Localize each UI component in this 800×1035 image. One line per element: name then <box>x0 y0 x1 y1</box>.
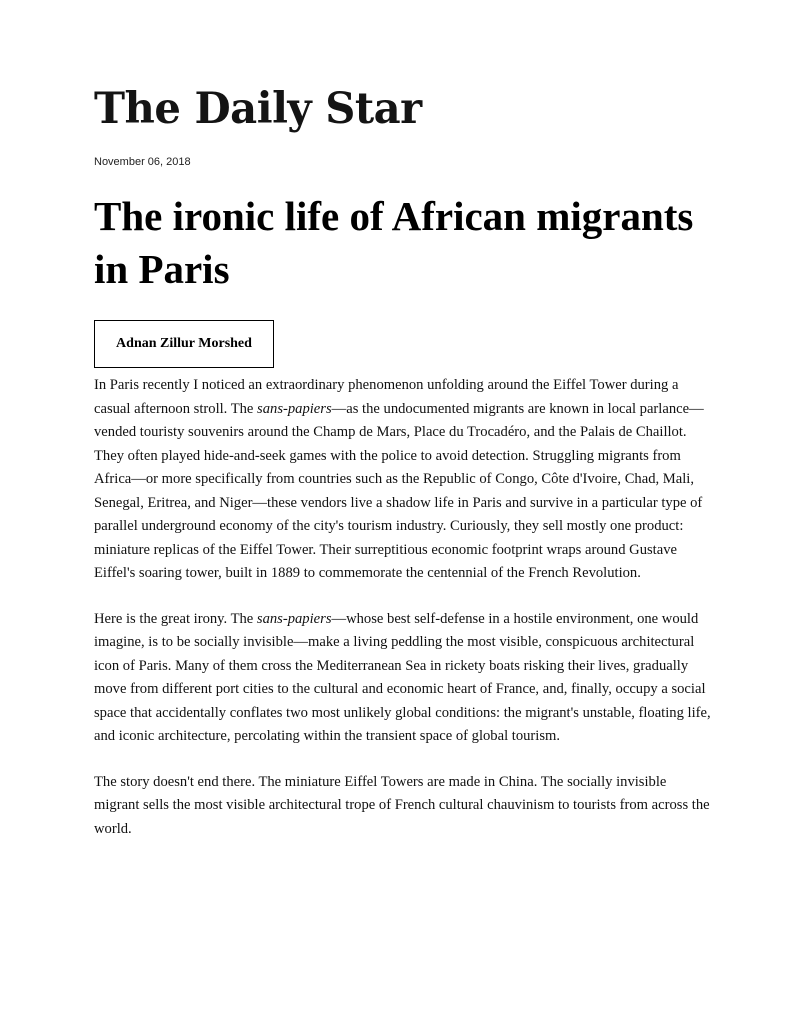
paragraph-text: —whose best self-defense in a hostile environment, one would imagine, is to be socially invisible—make a living peddling the most visible, conspicuous architectural icon of Paris. Many of them cross the Mediterranean Sea in rickety boats risking their lives, gradually move from different port cities to the cultural and economic heart of France, and, finally, occupy a social space that accidentally conflates two most unlikely global conditions: the migrant's unstable, floating life, and iconic architecture, percolating within the transient space of global tourism. <box>94 610 711 744</box>
italic-term: sans-papiers <box>257 400 332 417</box>
article-body <box>94 374 714 863</box>
article-paragraph-1 <box>94 374 714 586</box>
author-byline <box>94 320 274 368</box>
author-name: Adnan Zillur Morshed <box>116 336 252 351</box>
publication-date: November 06, 2018 <box>94 156 191 168</box>
paragraph-text: In Paris recently I noticed an extraordinary phenomenon unfolding around the Eiffel Tower during a casual afternoon stroll. The <box>94 377 679 417</box>
article-paragraph-3 <box>94 771 714 842</box>
paragraph-text: The story doesn't end there. The miniature Eiffel Towers are made in China. The socially invisible migrant sells the most visible architectural trope of French cultural chauvinism to tourists from across the world. <box>94 773 710 837</box>
paragraph-text: —as the undocumented migrants are known in local parlance—vended touristy souvenirs around the Champ de Mars, Place du Trocadéro, and the Palais de Chaillot. They often played hide-and-seek games with the police to avoid detection. Struggling migrants from Africa—or more specifically from countries such as the Republic of Congo, Côte d'Ivoire, Chad, Mali, Senegal, Eritrea, and Niger—these vendors live a shadow life in Paris and survive in a particular type of parallel underground economy of the city's tourism industry. Curiously, they sell mostly one product: miniature replicas of the Eiffel Tower. Their surreptitious economic footprint wraps around Gustave Eiffel's soaring tower, built in 1889 to commemorate the centennial of the French Revolution. <box>94 400 704 581</box>
italic-term: sans-papiers <box>256 610 332 627</box>
newspaper-logo: The Daily Star <box>94 84 422 134</box>
article-headline: The ironic life of African migrants in Paris <box>94 193 694 292</box>
paragraph-text: Here is the great irony. The <box>94 610 257 627</box>
article-paragraph-2 <box>94 608 714 749</box>
